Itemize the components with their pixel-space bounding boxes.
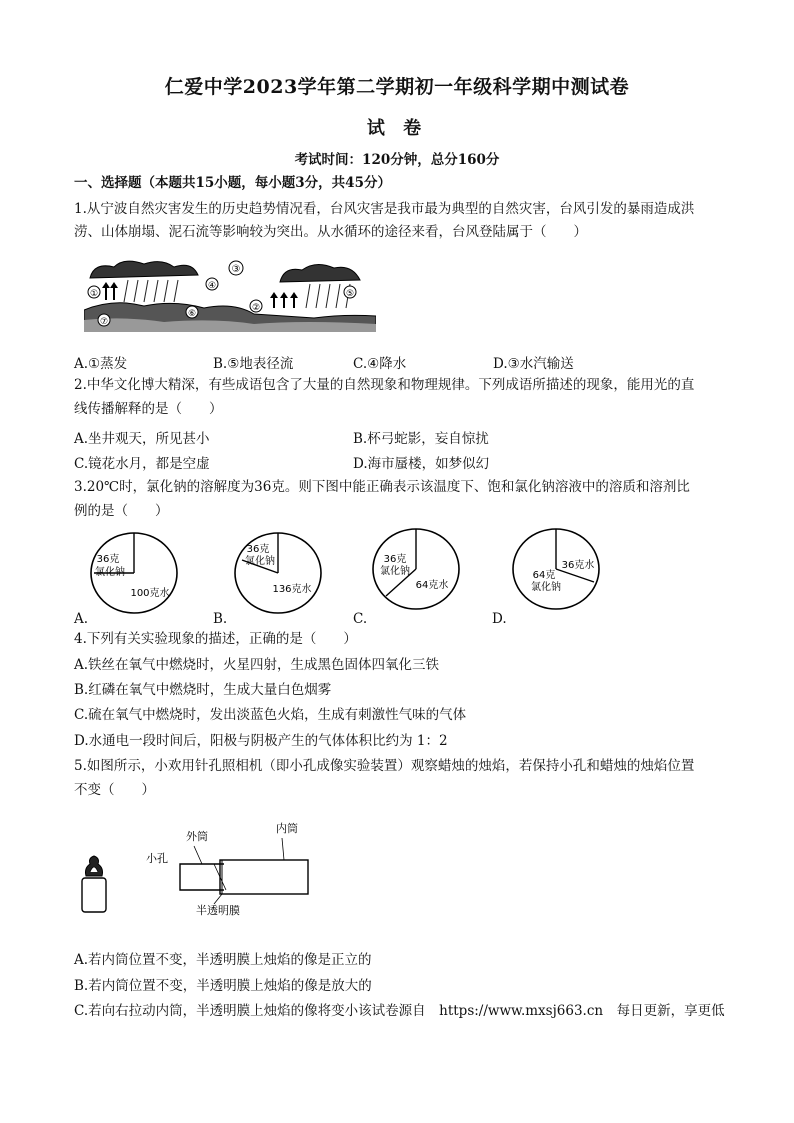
- label-film: 半透明膜: [196, 904, 240, 917]
- pie-chart-a: [88, 530, 184, 616]
- figure-label-3: ③: [231, 264, 241, 275]
- figure-label-7: ⑦: [99, 317, 109, 327]
- exam-title: 仁爱中学2023学年第二学期初一年级科学期中测试卷: [164, 76, 630, 98]
- pie-c-solvent: 64克水: [415, 580, 449, 591]
- pie-c-solute-name: 氯化钠: [380, 566, 410, 577]
- section-heading: 一、选择题（本题共15小题，每小题3分，共45分）: [74, 175, 391, 191]
- q3-option-d[interactable]: D.: [492, 611, 507, 627]
- pie-chart-b: [232, 530, 328, 616]
- q5-stem-line1: 5.如图所示，小欢用针孔照相机（即小孔成像实验装置）观察蜡烛的烛焰，若保持小孔和蜡烛的烛焰位置: [74, 758, 695, 774]
- q4-stem: 4.下列有关实验现象的描述，正确的是（ ）: [74, 631, 357, 647]
- q2-stem-line2: 线传播解释的是（ ）: [74, 401, 223, 417]
- label-outer-tube: 外筒: [186, 830, 208, 843]
- pie-d-solvent: 36克水: [561, 560, 595, 571]
- q1-option-d[interactable]: D.③水汽输送: [493, 356, 574, 372]
- q3-stem-line1: 3.20℃时，氯化钠的溶解度为36克。则下图中能正确表示该温度下、饱和氯化钠溶液中的溶质和溶剂比: [74, 479, 690, 495]
- exam-info: 考试时间：120分钟，总分160分: [294, 152, 500, 168]
- q3-stem-line2: 例的是（ ）: [74, 503, 169, 519]
- q1-option-c[interactable]: C.④降水: [353, 356, 407, 372]
- label-inner-tube: 内筒: [276, 822, 298, 835]
- q4-option-d[interactable]: D.水通电一段时间后，阳极与阴极产生的气体体积比约为 1：2: [74, 733, 448, 749]
- q2-option-d[interactable]: D.海市蜃楼，如梦似幻: [353, 456, 490, 472]
- water-cycle-figure: [84, 258, 376, 332]
- q2-option-c[interactable]: C.镜花水月，都是空虚: [74, 456, 210, 472]
- q2-stem-line1: 2.中华文化博大精深，有些成语包含了大量的自然现象和物理规律。下列成语所描述的现象，能用光的直: [74, 377, 695, 393]
- q2-option-a[interactable]: A.坐井观天，所见甚小: [74, 431, 210, 447]
- pie-chart-d: [510, 526, 606, 612]
- q5-option-c[interactable]: C.若向右拉动内筒，半透明膜上烛焰的像将变小该试卷源自 https://www.mxsj663.cn 每日更新，享更低: [74, 1003, 725, 1019]
- figure-label-2: ②: [251, 303, 261, 313]
- q3-option-a[interactable]: A.: [74, 611, 89, 627]
- pie-a-solute-amount: 36克: [96, 554, 120, 565]
- pie-c-solute-amount: 36克: [383, 554, 407, 565]
- pie-a-solvent: 100克水: [130, 588, 170, 599]
- pie-b-solute-name: 氯化钠: [245, 556, 275, 567]
- q5-option-b[interactable]: B.若内筒位置不变，半透明膜上烛焰的像是放大的: [74, 978, 372, 994]
- q5-option-a[interactable]: A.若内筒位置不变，半透明膜上烛焰的像是正立的: [74, 952, 372, 968]
- pinhole-camera-figure: [74, 812, 334, 944]
- figure-label-6: ⑥: [187, 309, 197, 319]
- pie-chart-c: [370, 526, 466, 612]
- q1-option-b[interactable]: B.⑤地表径流: [213, 356, 294, 372]
- label-pinhole: 小孔: [146, 852, 168, 865]
- q2-option-b[interactable]: B.杯弓蛇影，妄自惊扰: [353, 431, 489, 447]
- pie-b-solvent: 136克水: [272, 584, 312, 595]
- pie-b-solute-amount: 36克: [246, 544, 270, 555]
- pie-a-solute-name: 氯化钠: [95, 567, 125, 578]
- q3-option-b[interactable]: B.: [213, 611, 228, 627]
- q1-stem-line2: 涝、山体崩塌、泥石流等影响较为突出。从水循环的途径来看，台风登陆属于（ ）: [74, 224, 587, 240]
- exam-subtitle: 试 卷: [366, 118, 428, 139]
- figure-label-4: ④: [207, 281, 217, 291]
- pie-d-solute-name: 氯化钠: [531, 582, 561, 593]
- q4-option-a[interactable]: A.铁丝在氧气中燃烧时，火星四射，生成黑色固体四氧化三铁: [74, 657, 440, 673]
- q4-option-c[interactable]: C.硫在氧气中燃烧时，发出淡蓝色火焰，生成有刺激性气味的气体: [74, 707, 467, 723]
- q4-option-b[interactable]: B.红磷在氧气中燃烧时，生成大量白色烟雾: [74, 682, 332, 698]
- q1-option-a[interactable]: A.①蒸发: [74, 356, 128, 372]
- q1-stem-line1: 1.从宁波自然灾害发生的历史趋势情况看，台风灾害是我市最为典型的自然灾害，台风引发的暴雨造成洪: [74, 201, 695, 217]
- pie-d-solute-amount: 64克: [532, 570, 556, 581]
- figure-label-5: ⑤: [345, 289, 355, 299]
- q5-stem-line2: 不变（ ）: [74, 782, 155, 798]
- figure-label-1: ①: [89, 289, 99, 299]
- q3-option-c[interactable]: C.: [353, 611, 368, 627]
